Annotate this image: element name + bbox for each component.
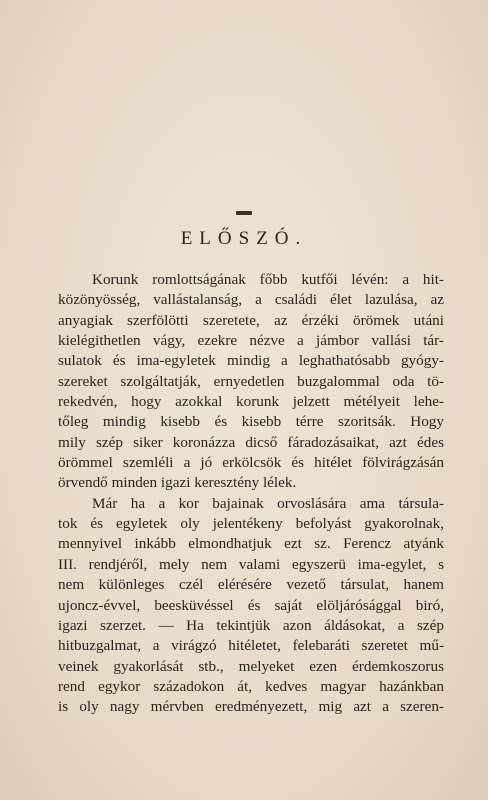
text-line: Korunk romlottságának főbb kutfői lévén: a hit- <box>92 271 444 288</box>
text-line: rend egykor századokon át, kedves magyar hazánkban <box>58 677 444 695</box>
text-line: hitbuzgalmat, a virágzó hitéletet, felebaráti szeretet mű- <box>58 637 444 655</box>
text-line: igazi szerzet. — Ha tekintjük azon áldásokat, a szép <box>58 616 444 634</box>
text-line: tőleg mindig kisebb és kisebb térre szoritsák. Hogy <box>58 413 444 431</box>
text-line: kielégithetlen vágy, ezekre nézve a jámbor vallási tár- <box>58 332 444 350</box>
ornament-dash <box>236 211 252 215</box>
text-line: szereket szolgáltatják, ernyedetlen buzgalommal oda tö- <box>58 372 444 390</box>
text-line: tok és egyletek oly jelentékeny befolyást gyakorolnak, <box>58 515 444 533</box>
preface-text <box>58 270 444 718</box>
text-line: ujoncz-évvel, beesküvéssel és saját elöljárósággal biró, <box>58 596 444 614</box>
text-line: mily szép siker koronázza dicső fáradozásaikat, azt édes <box>58 433 444 451</box>
text-line: is oly nagy mérvben eredményezett, mig azt a szeren- <box>58 698 444 716</box>
text-line: örvendő minden igazi keresztény lélek. <box>58 474 297 492</box>
text-line: Már ha a kor bajainak orvoslására ama társula- <box>92 494 444 512</box>
text-line: örömmel szemléli a jó erkölcsök és hitélet fölvirágzásán <box>58 454 444 472</box>
text-line: sulatok és ima-egyletek mindig a leghathatósabb gyógy- <box>58 352 444 370</box>
text-line: III. rendjéről, mely nem valami egyszerü ima-egylet, s <box>58 555 444 573</box>
page-title: ELŐSZÓ. <box>180 228 308 249</box>
text-line: nem különleges czél elérésére vezető társulat, hanem <box>58 576 444 594</box>
text-line: veinek gyakorlását stb., melyeket ezen érdemkoszorus <box>58 657 444 675</box>
text-line: anyagiak szerfölötti szeretete, az érzéki örömek utáni <box>58 311 444 329</box>
text-line: közönyösség, vallástalanság, a családi élet lazulása, az <box>58 291 444 309</box>
text-line: mennyivel inkább elmondhatjuk ezt sz. Ferencz atyánk <box>58 535 444 553</box>
text-line: rekedvén, hogy azokkal korunk jelzett métélyeit lehe- <box>58 393 444 411</box>
